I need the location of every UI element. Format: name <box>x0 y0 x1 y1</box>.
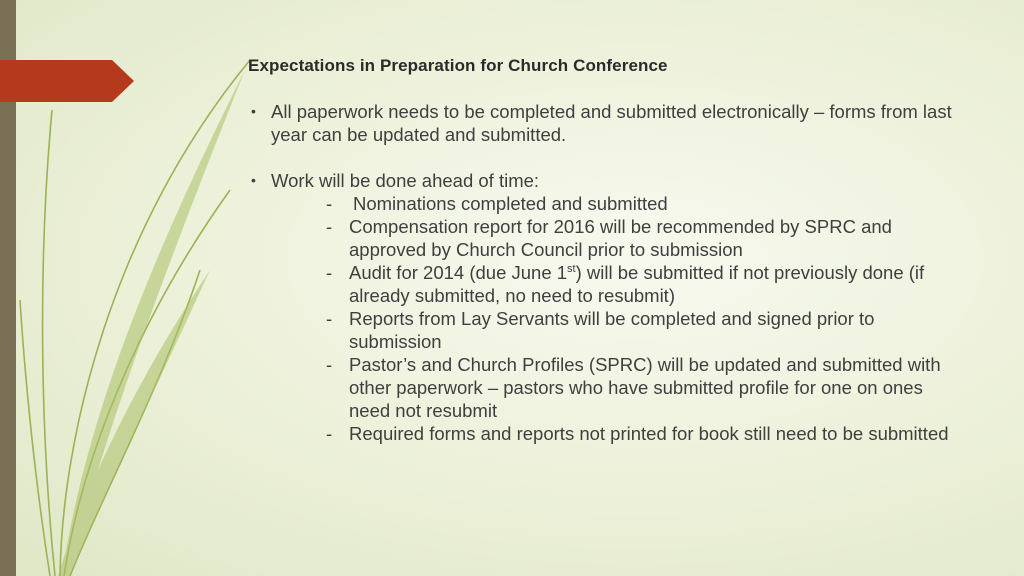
sub-item-text: Required forms and reports not printed for book still need to be submitted <box>349 423 949 444</box>
slide-title: Expectations in Preparation for Church Conference <box>248 56 668 75</box>
bullet-dot: • <box>251 103 256 119</box>
bullet-text: Work will be done ahead of time: <box>271 170 540 191</box>
dash-marker: - <box>326 354 333 375</box>
sub-item-text <box>349 262 924 306</box>
sub-item-text-after: ) will be submitted if not previously done (if already submitted, no need to resubmit) <box>349 262 925 306</box>
dash-marker: - <box>326 193 333 214</box>
sub-list-item <box>248 307 968 353</box>
dash-marker: - <box>326 423 333 444</box>
sub-item-text: Pastor’s and Church Profiles (SPRC) will be updated and submitted with other paperwork – pastors who have submitted profile for one on ones need not resubmit <box>349 354 941 421</box>
sub-list-item <box>248 215 968 261</box>
leaf-shape <box>58 270 210 576</box>
sub-item-text: Compensation report for 2016 will be recommended by SPRC and approved by Church Council prior to submission <box>349 216 892 260</box>
bullet-text: All paperwork needs to be completed and submitted electronically – forms from last year can be updated and submitted. <box>271 101 952 145</box>
sub-list-item <box>248 422 968 445</box>
ordinal-superscript: st <box>567 263 576 275</box>
sub-list-item <box>248 353 968 422</box>
leaf-line <box>43 110 55 576</box>
bullet-dot: • <box>251 172 256 188</box>
sub-list-item <box>248 261 968 307</box>
dash-marker: - <box>326 308 333 329</box>
dash-marker: - <box>326 216 333 237</box>
sub-item-text-before: Audit for 2014 (due June 1 <box>349 262 568 283</box>
sub-list-item <box>248 192 968 215</box>
sub-item-text: Reports from Lay Servants will be completed and signed prior to submission <box>349 308 875 352</box>
bullet-item <box>248 100 968 146</box>
dash-marker: - <box>326 262 333 283</box>
slide-content <box>248 56 968 445</box>
sub-item-text: Nominations completed and submitted <box>353 193 668 214</box>
red-arrow-tab <box>0 60 134 102</box>
sub-list <box>248 192 968 445</box>
bullet-item <box>248 169 968 192</box>
